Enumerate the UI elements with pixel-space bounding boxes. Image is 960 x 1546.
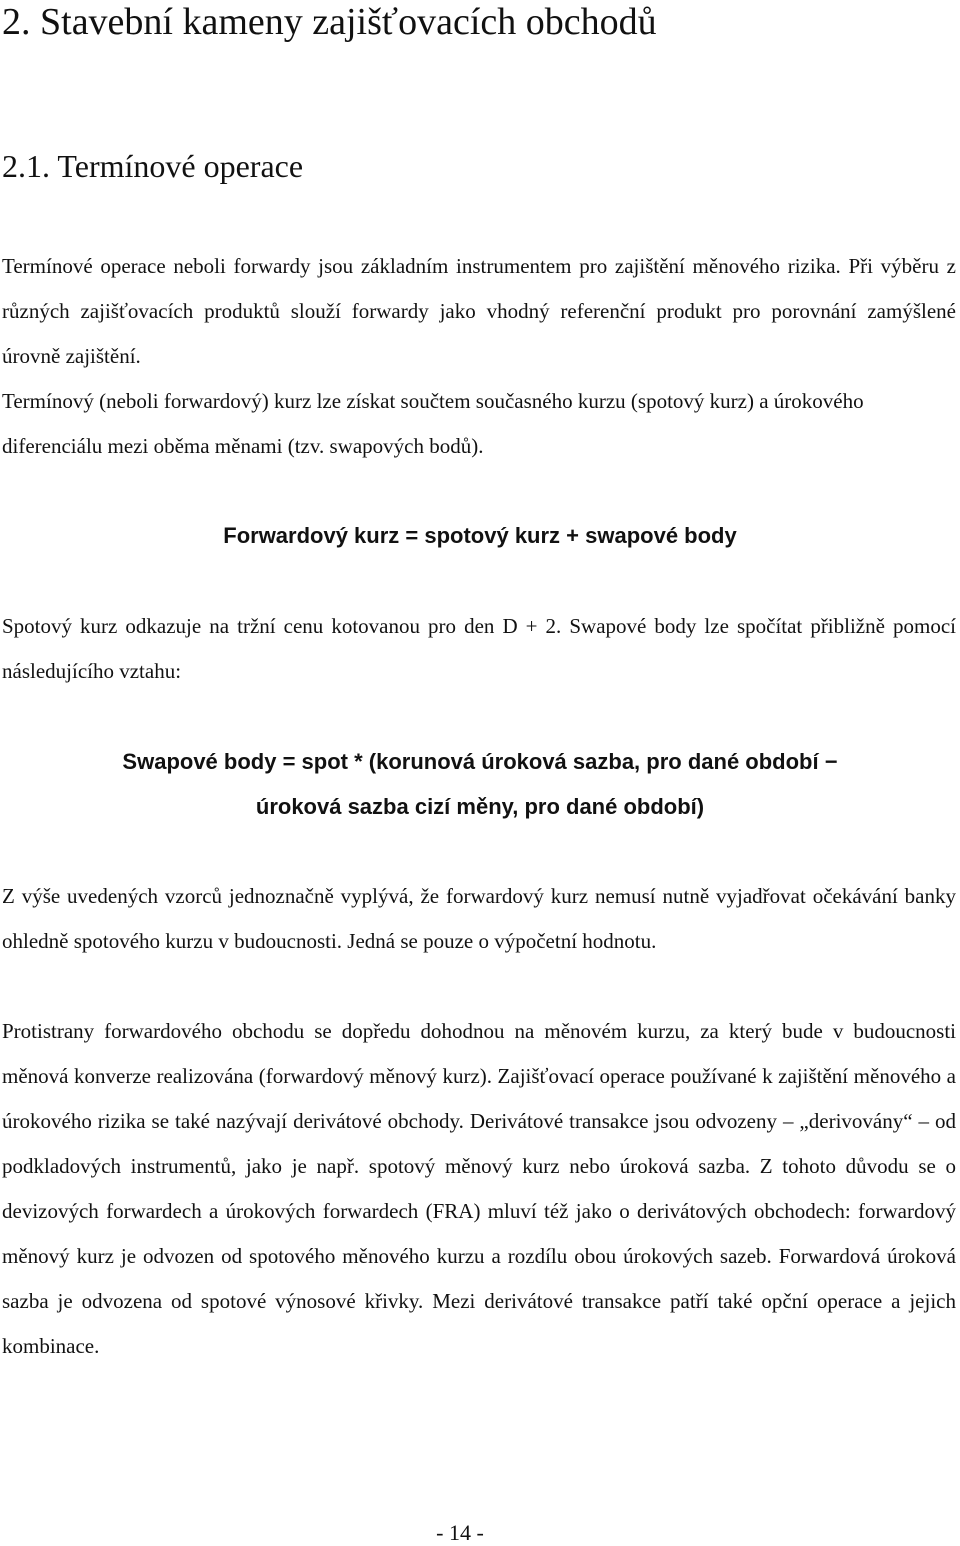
chapter-heading: 2. Stavební kameny zajišťovacích obchodů bbox=[2, 1, 657, 43]
formula-swap-points-line1: Swapové body = spot * (korunová úroková sazba, pro dané období − bbox=[122, 749, 838, 774]
paragraph-intro: Termínové operace neboli forwardy jsou základním instrumentem pro zajištění měnového rizika. Při výběru z různých zajišťovacích produktů slouží forwardy jako vhodný referenční produkt pro porovnání zamýšlené úrovně zajištění. bbox=[2, 254, 956, 368]
paragraph-forward-rate: Termínový (neboli forwardový) kurz lze získat součtem současného kurzu (spotový kurz) a úrokového diferenciálu mezi oběma měnami (tzv. swapových bodů). bbox=[2, 389, 864, 458]
section-heading: 2.1. Termínové operace bbox=[2, 148, 304, 184]
paragraph-conclusion: Z výše uvedených vzorců jednoznačně vyplývá, že forwardový kurz nemusí nutně vyjadřovat očekávání banky ohledně spotového kurzu v budoucnosti. Jedná se pouze o výpočetní hodnotu. bbox=[2, 884, 956, 953]
paragraph-spot-rate: Spotový kurz odkazuje na tržní cenu kotovanou pro den D + 2. Swapové body lze spočítat přibližně pomocí následujícího vztahu: bbox=[2, 614, 956, 683]
formula-forward-rate: Forwardový kurz = spotový kurz + swapové body bbox=[223, 523, 737, 548]
page-number: - 14 - bbox=[436, 1520, 484, 1545]
formula-swap-points-line2: úroková sazba cizí měny, pro dané období) bbox=[255, 794, 705, 819]
paragraph-derivatives: Protistrany forwardového obchodu se dopředu dohodnou na měnovém kurzu, za který bude v budoucnosti měnová konverze realizována (forwardový měnový kurz). Zajišťovací operace používané k zajištění měnového a úrokového rizika se také nazývají derivátové obchody. Derivátové transakce jsou odvozeny – „derivovány“ – od podkladových instrumentů, jako je např. spotový měnový kurz nebo úroková sazba. Z tohoto důvodu se o devizových forwardech a úrokových forwardech (FRA) mluví též jako o derivátových obchodech: forwardový měnový kurz je odvozen od spotového měnového kurzu a rozdílu obou úrokových sazeb. Forwardová úroková sazba je odvozena od spotové výnosové křivky. Mezi derivátové transakce patří také opční operace a jejich kombinace. bbox=[2, 1019, 956, 1358]
